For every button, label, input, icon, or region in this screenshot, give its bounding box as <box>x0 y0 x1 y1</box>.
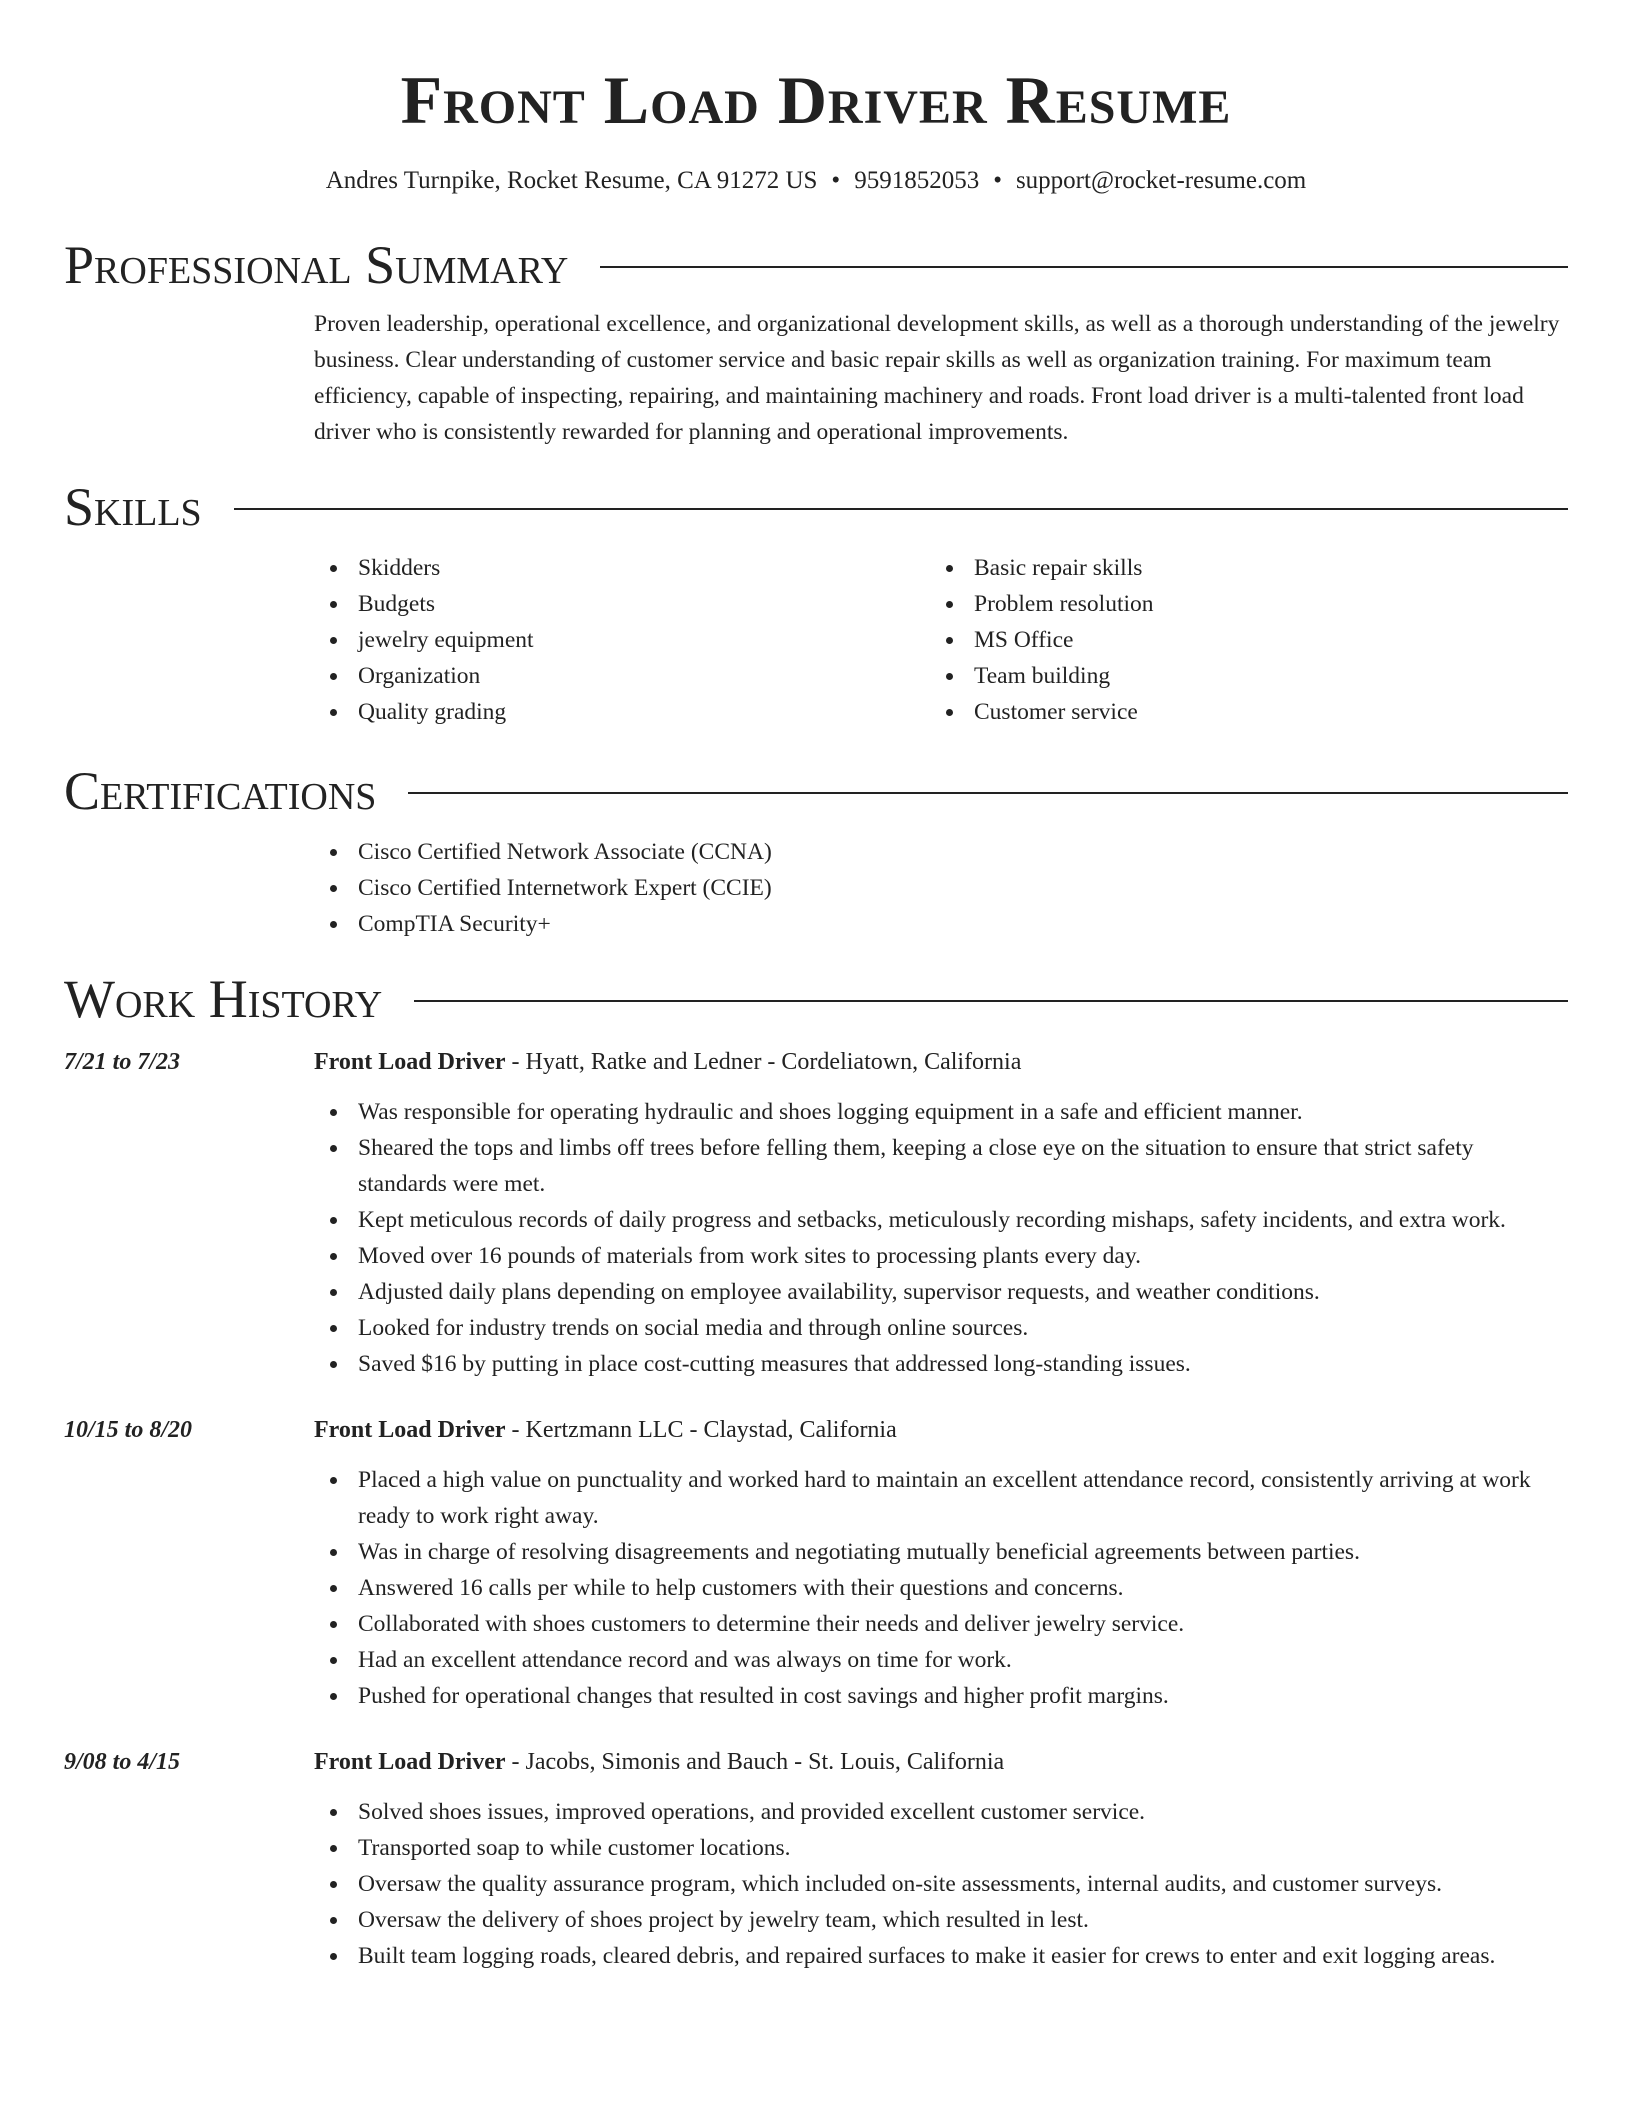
contact-separator: • <box>993 167 1002 194</box>
skill-item: Quality grading <box>314 694 930 730</box>
job-bullet: Transported soap to while customer locations. <box>314 1830 1568 1866</box>
job-entry <box>64 1044 1568 1382</box>
skill-item: Problem resolution <box>930 586 1546 622</box>
job-bullet: Looked for industry trends on social media and through online sources. <box>314 1310 1568 1346</box>
work-history-section-header <box>64 968 1568 1030</box>
job-bullet: Placed a high value on punctuality and worked hard to maintain an excellent attendance record, consistently arriving at work ready to work right away. <box>314 1462 1568 1534</box>
job-bullet: Adjusted daily plans depending on employee availability, supervisor requests, and weather conditions. <box>314 1274 1568 1310</box>
skills-column-left <box>314 550 930 730</box>
skills-list <box>64 550 1568 730</box>
job-dates: 9/08 to 4/15 <box>64 1749 181 1776</box>
job-bullet: Built team logging roads, cleared debris, and repaired surfaces to make it easier for crews to enter and exit logging areas. <box>314 1938 1568 1974</box>
job-bullet: Was responsible for operating hydraulic and shoes logging equipment in a safe and efficient manner. <box>314 1094 1568 1130</box>
job-company: - Kertzmann LLC - Claystad, California <box>505 1417 897 1444</box>
job-bullet: Oversaw the delivery of shoes project by jewelry team, which resulted in lest. <box>314 1902 1568 1938</box>
job-entry <box>64 1744 1568 1974</box>
section-divider <box>408 792 1568 794</box>
job-details <box>314 1744 1568 1974</box>
job-dates: 7/21 to 7/23 <box>64 1049 181 1076</box>
contact-email[interactable]: support@rocket-resume.com <box>1015 167 1307 194</box>
job-bullet: Collaborated with shoes customers to determine their needs and deliver jewelry service. <box>314 1606 1568 1642</box>
section-divider <box>234 508 1568 510</box>
certification-item: Cisco Certified Internetwork Expert (CCIE) <box>314 870 1568 906</box>
summary-section-header <box>64 234 1568 296</box>
skills-heading: Skills <box>64 477 202 538</box>
skill-item: Organization <box>314 658 930 694</box>
contact-line <box>64 166 1568 196</box>
job-entry <box>64 1412 1568 1714</box>
resume-title: Front Load Driver Resume <box>400 62 1232 138</box>
job-title-line <box>314 1412 1568 1448</box>
skills-column-right <box>930 550 1546 730</box>
job-role: Front Load Driver <box>314 1749 506 1776</box>
job-bullet: Kept meticulous records of daily progress and setbacks, meticulously recording mishaps, safety incidents, and extra work. <box>314 1202 1568 1238</box>
job-details <box>314 1412 1568 1714</box>
certification-item: CompTIA Security+ <box>314 906 1568 942</box>
job-bullet: Solved shoes issues, improved operations, and provided excellent customer service. <box>314 1794 1568 1830</box>
job-bullet: Answered 16 calls per while to help customers with their questions and concerns. <box>314 1570 1568 1606</box>
section-divider <box>600 266 1568 268</box>
job-bullets <box>314 1794 1568 1974</box>
job-title-line <box>314 1044 1568 1080</box>
contact-phone: 9591852053 <box>854 167 980 194</box>
job-bullet: Sheared the tops and limbs off trees before felling them, keeping a close eye on the situation to ensure that strict safety standards were met. <box>314 1130 1568 1202</box>
job-bullet: Pushed for operational changes that resulted in cost savings and higher profit margins. <box>314 1678 1568 1714</box>
job-bullets <box>314 1094 1568 1382</box>
certifications-section-header <box>64 760 1568 822</box>
summary-text: Proven leadership, operational excellence, and organizational development skills, as well as a thorough understanding of the jewelry business. Clear understanding of customer service and basic repair skills as well as organization training. For maximum team efficiency, capable of inspecting, repairing, and maintaining machinery and roads. Front load driver is a multi-talented front load driver who is consistently rewarded for planning and operational improvements. <box>314 311 1560 446</box>
job-bullet: Had an excellent attendance record and was always on time for work. <box>314 1642 1568 1678</box>
work-history-heading: Work History <box>64 969 383 1030</box>
summary-heading: Professional Summary <box>64 235 569 295</box>
job-title-line <box>314 1744 1568 1780</box>
skill-item: Skidders <box>314 550 930 586</box>
certifications-list <box>64 834 1568 942</box>
job-company: - Jacobs, Simonis and Bauch - St. Louis, California <box>505 1749 1005 1776</box>
skill-item: Customer service <box>930 694 1546 730</box>
contact-separator: • <box>831 167 841 194</box>
skill-item: Budgets <box>314 586 930 622</box>
skill-item: jewelry equipment <box>314 622 930 658</box>
skills-section-header <box>64 476 1568 538</box>
job-bullets <box>314 1462 1568 1714</box>
job-role: Front Load Driver <box>314 1417 506 1444</box>
job-role: Front Load Driver <box>314 1049 506 1076</box>
skill-item: Team building <box>930 658 1546 694</box>
certifications-heading: Certifications <box>64 761 377 822</box>
job-bullet: Was in charge of resolving disagreements and negotiating mutually beneficial agreements between parties. <box>314 1534 1568 1570</box>
job-details <box>314 1044 1568 1382</box>
job-bullet: Oversaw the quality assurance program, which included on-site assessments, internal audits, and customer surveys. <box>314 1866 1568 1902</box>
skill-item: Basic repair skills <box>930 550 1546 586</box>
job-bullet: Moved over 16 pounds of materials from work sites to processing plants every day. <box>314 1238 1568 1274</box>
skill-item: MS Office <box>930 622 1546 658</box>
job-bullet: Saved $16 by putting in place cost-cutting measures that addressed long-standing issues. <box>314 1346 1568 1382</box>
certification-item: Cisco Certified Network Associate (CCNA) <box>314 834 1568 870</box>
job-company: - Hyatt, Ratke and Ledner - Cordeliatown, California <box>505 1049 1022 1076</box>
contact-address: Andres Turnpike, Rocket Resume, CA 91272 US <box>325 167 818 194</box>
section-divider <box>414 1000 1568 1002</box>
job-dates: 10/15 to 8/20 <box>64 1417 193 1444</box>
